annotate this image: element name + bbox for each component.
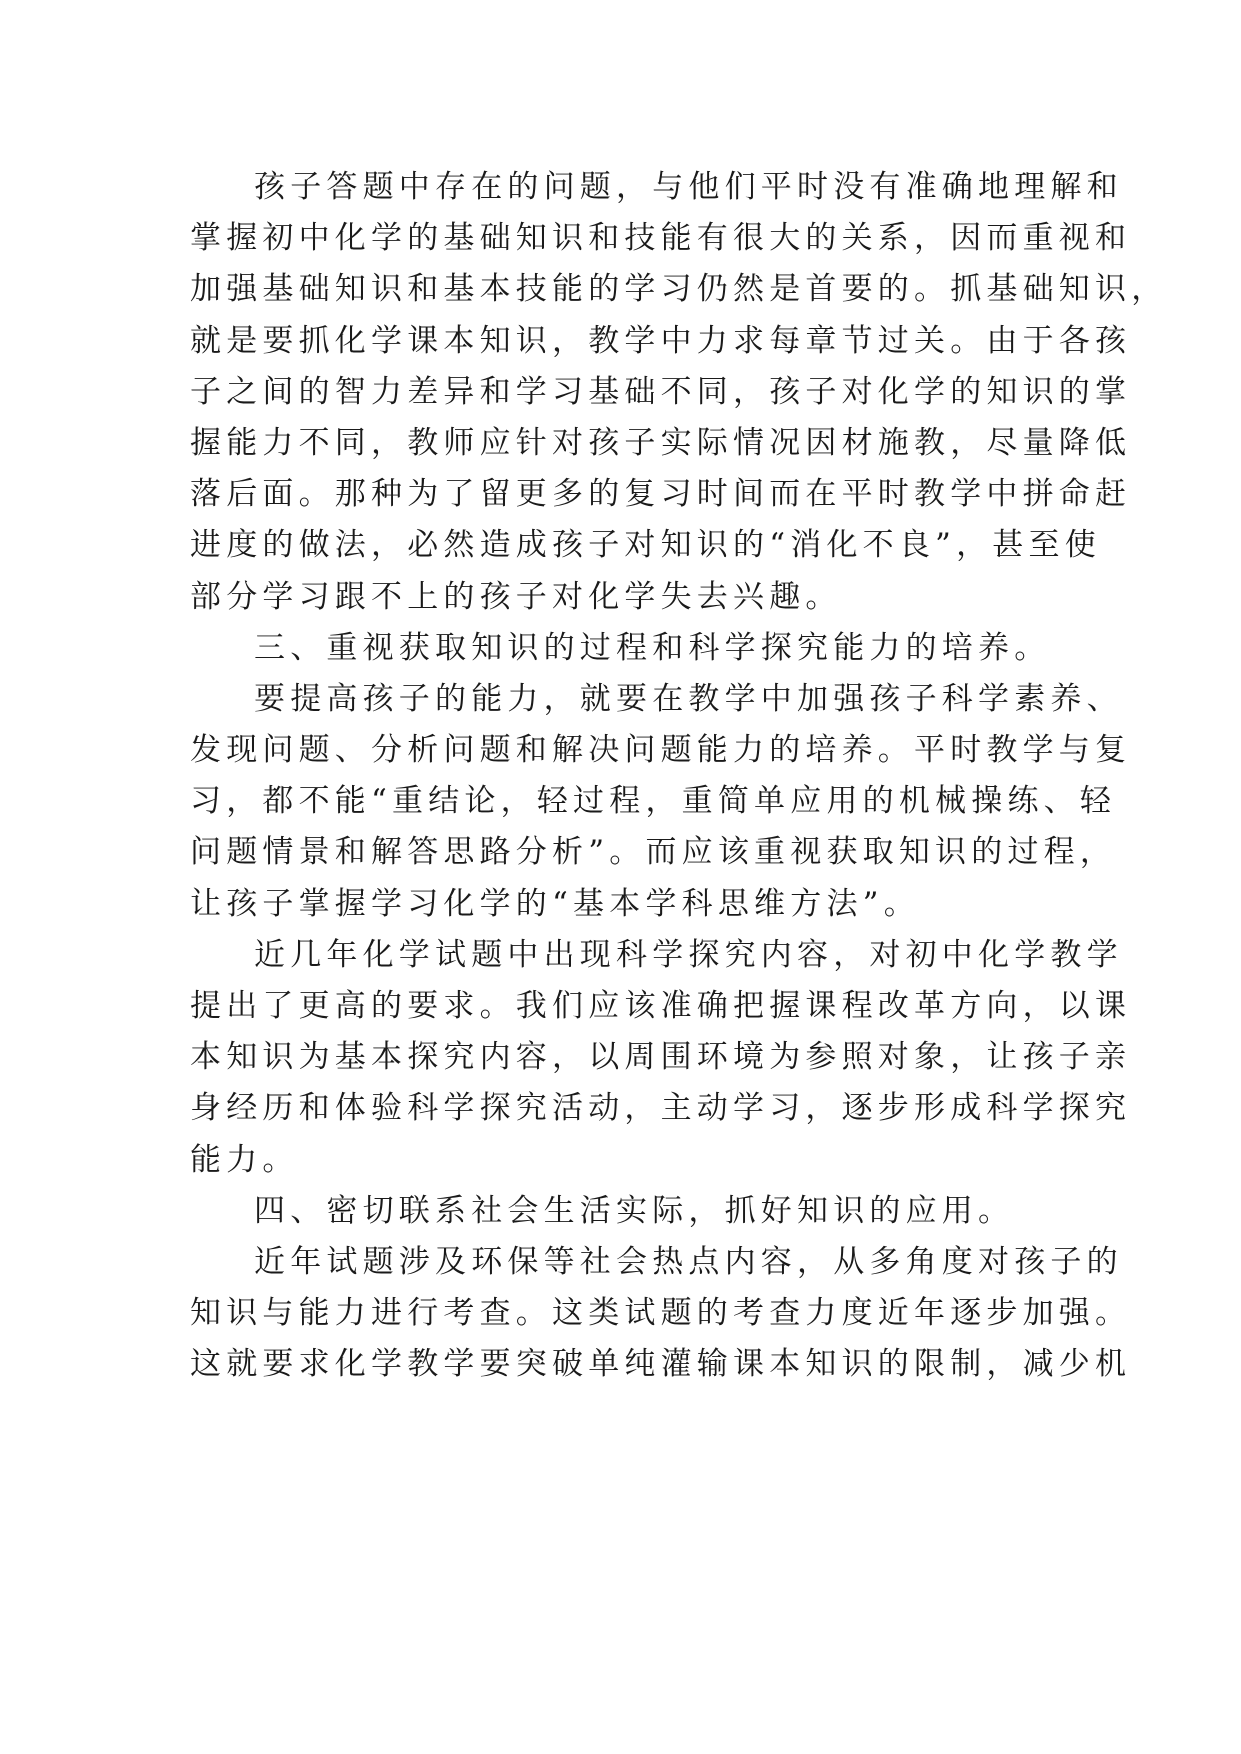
- text-line: 让孩子掌握学习化学的“基本学科思维方法”。: [190, 885, 920, 922]
- text-line: 掌握初中化学的基础知识和技能有很大的关系，因而重视和: [190, 220, 1132, 257]
- text-line: 孩子答题中存在的问题，与他们平时没有准确地理解和: [254, 169, 1123, 205]
- text-line: 落后面。那种为了留更多的复习时间而在平时教学中拼命赶: [190, 476, 1132, 513]
- text-line: 握能力不同，教师应针对孩子实际情况因材施教，尽量降低: [190, 424, 1132, 461]
- text-line: 进度的做法，必然造成孩子对知识的“消化不良”，甚至使: [190, 527, 1101, 564]
- text-line: 知识与能力进行考查。这类试题的考查力度近年逐步加强。: [190, 1295, 1132, 1332]
- text-line: 就是要抓化学课本知识，教学中力求每章节过关。由于各孩: [190, 322, 1132, 359]
- text-line: 身经历和体验科学探究活动，主动学习，逐步形成科学探究: [190, 1090, 1132, 1127]
- document-body: [190, 162, 1168, 1391]
- section-heading: 三、重视获取知识的过程和科学探究能力的培养。: [254, 629, 1051, 666]
- text-line: 习，都不能“重结论，轻过程，重简单应用的机械操练、轻: [190, 783, 1117, 820]
- text-line: 问题情景和解答思路分析”。而应该重视获取知识的过程，: [190, 834, 1117, 871]
- text-line: 部分学习跟不上的孩子对化学失去兴趣。: [190, 578, 842, 615]
- text-line: 近几年化学试题中出现科学探究内容，对初中化学教学: [254, 936, 1123, 973]
- text-line: 这就要求化学教学要突破单纯灌输课本知识的限制，减少机: [190, 1346, 1132, 1383]
- section-heading: 四、密切联系社会生活实际，抓好知识的应用。: [254, 1192, 1015, 1229]
- text-line: 能力。: [190, 1141, 299, 1178]
- text-line: 加强基础知识和基本技能的学习仍然是首要的。抓基础知识，: [190, 271, 1168, 308]
- text-line: 子之间的智力差异和学习基础不同，孩子对化学的知识的掌: [190, 373, 1132, 410]
- text-line: 提出了更高的要求。我们应该准确把握课程改革方向，以课: [190, 988, 1132, 1024]
- text-line: 要提高孩子的能力，就要在教学中加强孩子科学素养、: [254, 680, 1123, 717]
- text-line: 本知识为基本探究内容，以周围环境为参照对象，让孩子亲: [190, 1039, 1132, 1076]
- text-line: 近年试题涉及环保等社会热点内容，从多角度对孩子的: [254, 1243, 1123, 1280]
- text-line: 发现问题、分析问题和解决问题能力的培养。平时教学与复: [190, 732, 1132, 769]
